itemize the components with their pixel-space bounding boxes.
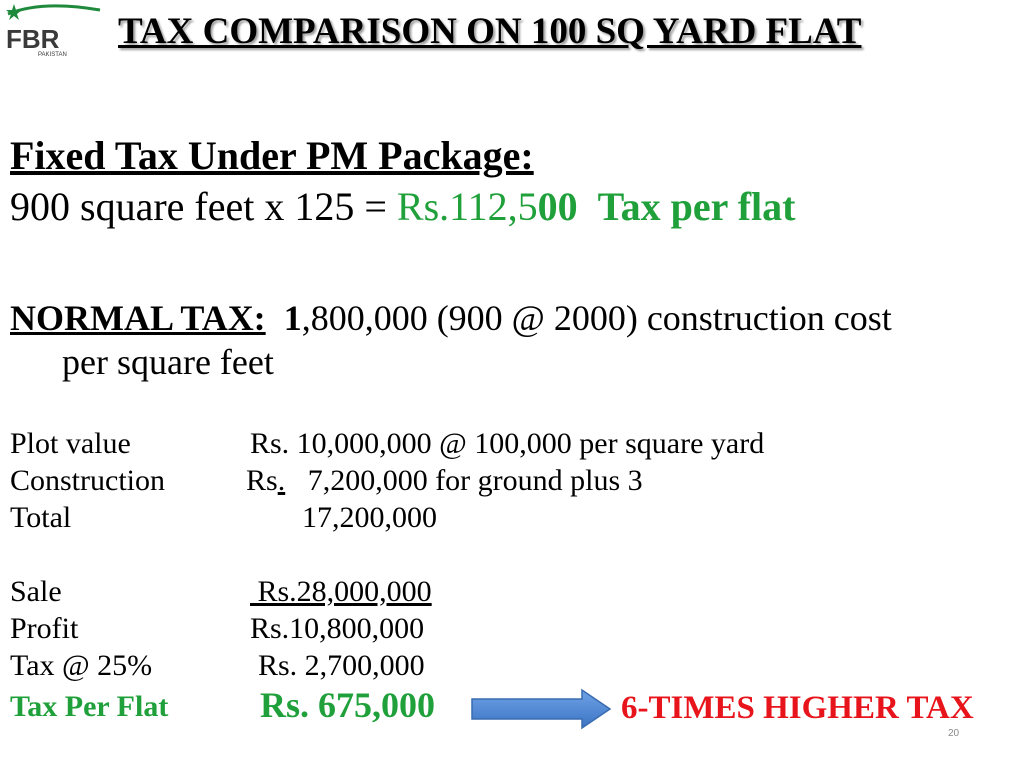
fixed-tax-heading: Fixed Tax Under PM Package: — [10, 133, 534, 178]
normal-tax-label: NORMAL TAX: — [10, 298, 266, 338]
slide-title: TAX COMPARISON ON 100 SQ YARD FLAT — [118, 11, 862, 52]
normal-value-bold: 1 — [283, 298, 302, 338]
construction-value: 7,200,000 for ground plus 3 — [285, 464, 643, 497]
construction-dot: . — [277, 464, 286, 497]
fixed-calc: 900 square feet x 125 = — [10, 184, 387, 229]
fixed-tax-line — [10, 183, 795, 230]
right-arrow-icon — [470, 688, 612, 730]
construction-rs: Rs — [246, 464, 278, 497]
construction-value-line — [246, 464, 643, 498]
total-label: Total — [10, 501, 72, 534]
normal-value-rest: ,800,000 (900 @ 2000) construction cost — [301, 298, 892, 338]
total-value: 17,200,000 — [302, 501, 437, 534]
fixed-amount-prefix: Rs.112,5 — [386, 184, 538, 229]
normal-tax-line — [10, 297, 892, 339]
sale-value: Rs.28,000,000 — [250, 575, 432, 608]
tax-rate-value: Rs. 2,700,000 — [258, 649, 425, 682]
profit-value: Rs.10,800,000 — [250, 612, 425, 645]
slide-number: 20 — [948, 728, 960, 739]
plot-value: Rs. 10,000,000 @ 100,000 per square yard — [250, 427, 765, 460]
fbr-logo — [2, 2, 104, 58]
comparison-text: 6-TIMES HIGHER TAX — [621, 690, 974, 726]
fixed-amount-bold: 00 — [537, 184, 578, 229]
sale-label: Sale — [10, 575, 62, 608]
fixed-suffix: Tax per flat — [597, 184, 796, 229]
tax-per-flat-label: Tax Per Flat — [10, 690, 169, 723]
tax-rate-label: Tax @ 25% — [10, 649, 153, 682]
logo-text: FBR — [6, 24, 60, 54]
construction-label: Construction — [10, 464, 165, 497]
logo-subtext: PAKISTAN — [38, 52, 67, 58]
normal-tax-continuation: per square feet — [62, 342, 274, 382]
profit-label: Profit — [10, 612, 79, 645]
plot-value-label: Plot value — [10, 427, 131, 460]
fixed-amount — [387, 184, 578, 229]
tax-per-flat-value: Rs. 675,000 — [260, 685, 436, 725]
